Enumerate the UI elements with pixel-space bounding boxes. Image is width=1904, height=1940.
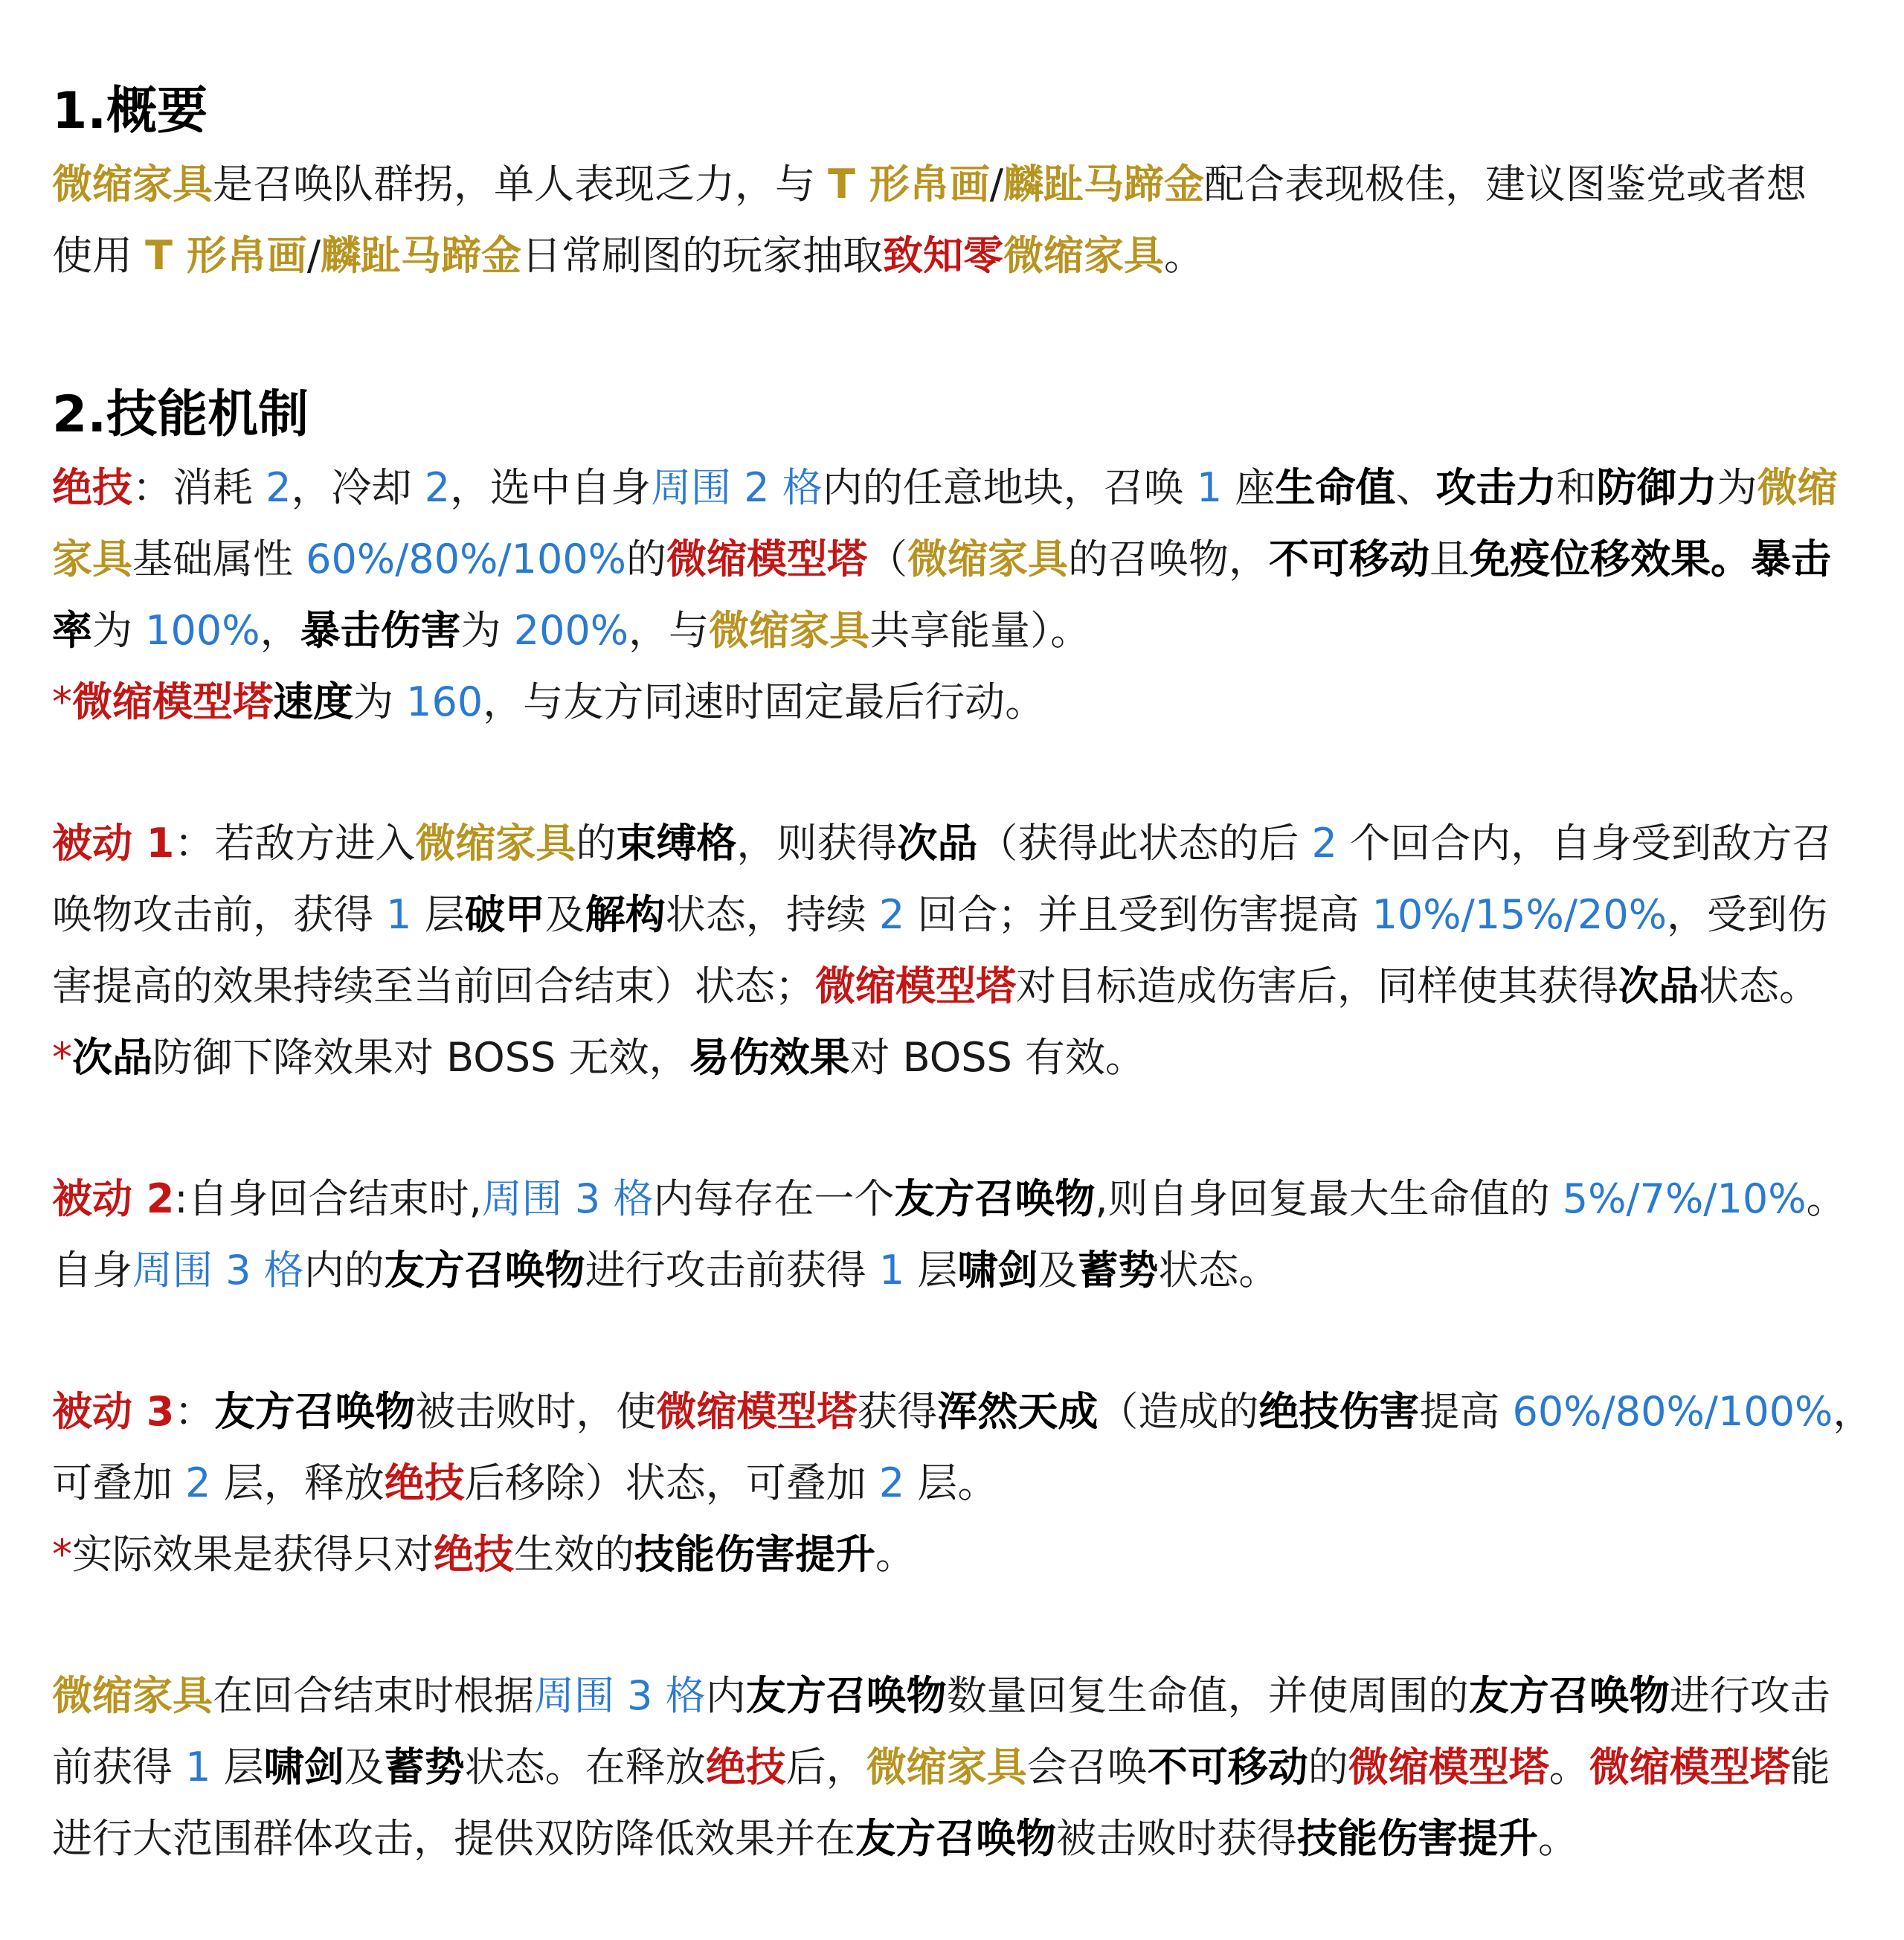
body-text: 使用: [52, 232, 146, 279]
body-text: 层，释放: [210, 1459, 385, 1506]
highlight-text: 解构: [585, 891, 666, 938]
body-text: 提高: [1419, 1388, 1513, 1435]
highlight-text: 绝技: [52, 464, 132, 511]
highlight-text: 微缩模型塔: [656, 1388, 858, 1435]
body-text: 是召唤队群拐，单人表现乏力，与: [213, 161, 829, 208]
body-text: （获得此状态的后: [977, 820, 1312, 867]
highlight-text: 2: [266, 464, 292, 511]
body-text: 后移除）状态，可叠加: [464, 1459, 879, 1506]
body-text: 害提高的效果持续至当前回合结束）状态；: [52, 963, 815, 1009]
body-text: 状态。在释放: [464, 1744, 706, 1790]
highlight-text: 周围 3 格: [534, 1672, 706, 1719]
highlight-text: 2: [878, 891, 905, 938]
highlight-text: T 形帛画: [828, 161, 990, 208]
body-text: 在回合结束时根据: [213, 1672, 534, 1719]
highlight-text: 友方召唤物: [745, 1672, 947, 1719]
body-text: ：: [174, 1388, 215, 1435]
highlight-text: 麟趾马蹄金: [321, 232, 522, 279]
highlight-text: *: [52, 1034, 72, 1081]
body-text: 回合；并且受到伤害提高: [904, 891, 1372, 938]
body-text: 内每存在一个: [653, 1175, 895, 1222]
body-text: 生效的: [514, 1531, 634, 1578]
body-text: ，: [1833, 1388, 1874, 1435]
paragraph-line: [52, 1519, 1867, 1590]
highlight-text: 微缩模型塔: [666, 536, 867, 582]
body-text: ，: [260, 607, 300, 654]
body-text: 配合表现极佳，建议图鉴党或者想: [1204, 161, 1807, 208]
highlight-text: 10%/15%/20%: [1371, 891, 1667, 938]
body-text: 层: [411, 891, 465, 938]
highlight-text: 绝技: [434, 1531, 514, 1578]
body-text: 状态。: [1158, 1247, 1279, 1294]
section-summary: [52, 1660, 1867, 1875]
highlight-text: 1: [878, 1247, 905, 1294]
body-text: 进行攻击: [1669, 1672, 1830, 1719]
body-text: 层: [904, 1247, 958, 1294]
highlight-text: 绝技: [705, 1744, 786, 1790]
paragraph-line: [52, 1732, 1867, 1803]
paragraph-line: [52, 808, 1867, 879]
highlight-text: 2: [878, 1459, 905, 1506]
highlight-text: 友方召唤物: [384, 1247, 585, 1294]
highlight-text: 微缩模型塔: [72, 678, 273, 725]
highlight-text: 技能伤害提升: [1297, 1815, 1538, 1862]
body-text: ，选中自身: [450, 464, 652, 511]
body-text: ,则自身回复最大生命值的: [1095, 1175, 1563, 1222]
highlight-text: 2: [424, 464, 451, 511]
paragraph-line: [52, 667, 1867, 738]
body-text: /: [989, 161, 1004, 208]
highlight-text: 生命值: [1275, 464, 1396, 511]
body-text: 进行大范围群体攻击，提供双防降低效果并在: [52, 1815, 855, 1862]
body-text: 层。: [904, 1459, 998, 1506]
highlight-text: 绝技伤害: [1258, 1388, 1420, 1435]
body-text: 及: [1038, 1247, 1078, 1294]
highlight-text: 友方召唤物: [214, 1388, 416, 1435]
body-text: 内的任意地块，召唤: [822, 464, 1197, 511]
body-text: ，与: [628, 607, 710, 654]
highlight-text: 麟趾马蹄金: [1003, 161, 1205, 208]
body-text: 实际效果是获得只对: [72, 1531, 434, 1578]
highlight-text: 微缩家具: [52, 1672, 213, 1719]
highlight-text: 束缚格: [616, 820, 737, 867]
body-text: 为: [460, 607, 514, 654]
highlight-text: 1: [1196, 464, 1223, 511]
highlight-text: 被动 1: [52, 820, 175, 867]
highlight-text: 啸剑: [263, 1744, 344, 1790]
body-text: 。: [1164, 232, 1205, 279]
highlight-text: 浑然天成: [937, 1388, 1099, 1435]
highlight-text: 微缩: [1757, 464, 1838, 511]
body-text: 。: [875, 1531, 916, 1578]
highlight-text: 60%/80%/100%: [1512, 1388, 1833, 1435]
highlight-text: *: [52, 1531, 72, 1578]
highlight-text: 1: [386, 891, 412, 938]
highlight-text: 微缩家具: [1003, 232, 1165, 279]
body-text: /: [306, 232, 321, 279]
highlight-text: 微缩家具: [907, 536, 1068, 582]
highlight-text: 友方召唤物: [1468, 1672, 1670, 1719]
highlight-text: T 形帛画: [145, 232, 307, 279]
highlight-text: 60%/80%/100%: [306, 536, 626, 582]
body-text: 基础属性: [132, 536, 306, 582]
paragraph-line: [52, 1376, 1874, 1448]
body-text: 内的: [303, 1247, 385, 1294]
highlight-text: 次品: [1618, 963, 1699, 1009]
highlight-text: 次品: [72, 1034, 152, 1081]
paragraph-line: [52, 1448, 1867, 1519]
paragraph-line: [52, 1235, 1867, 1306]
body-text: 对目标造成伤害后，同样使其获得: [1016, 963, 1618, 1009]
body-text: 数量回复生命值，并使周围的: [946, 1672, 1469, 1719]
paragraph-line: [52, 951, 1867, 1022]
body-text: 的: [1308, 1744, 1348, 1790]
highlight-text: 微缩模型塔: [815, 963, 1016, 1009]
heading-skill-mechanics: 2.技能机制: [52, 385, 309, 444]
highlight-text: 不可移动: [1269, 536, 1429, 582]
highlight-text: 绝技: [384, 1459, 465, 1506]
body-text: 会召唤: [1026, 1744, 1148, 1790]
paragraph-line: [52, 524, 1867, 595]
body-text: ，则获得: [736, 820, 898, 867]
body-text: 、: [1395, 464, 1436, 511]
highlight-text: 破甲: [464, 891, 545, 938]
body-text: ：消耗: [132, 464, 266, 511]
body-text: 状态，持续: [665, 891, 879, 938]
highlight-text: 微缩家具: [52, 161, 213, 208]
body-text: 。: [1548, 1744, 1589, 1790]
highlight-text: 啸剑: [957, 1247, 1038, 1294]
paragraph-line: [52, 220, 1867, 292]
highlight-text: 100%: [145, 607, 260, 654]
highlight-text: 蓄势: [1078, 1247, 1159, 1294]
highlight-text: 微缩家具: [709, 607, 870, 654]
highlight-text: 免疫位移效果。暴击: [1470, 536, 1831, 582]
body-text: 唤物攻击前，获得: [52, 891, 387, 938]
body-text: 个回合内，自身受到敌方召: [1337, 820, 1833, 867]
body-text: 的召唤物，: [1068, 536, 1269, 582]
highlight-text: 友方召唤物: [894, 1175, 1096, 1222]
highlight-text: 微缩家具: [415, 820, 576, 867]
highlight-text: 不可移动: [1147, 1744, 1308, 1790]
body-text: 对 BOSS 有效。: [849, 1034, 1145, 1081]
body-text: 的: [576, 820, 617, 867]
highlight-text: 攻击力: [1435, 464, 1557, 511]
highlight-text: 被动 3: [52, 1388, 175, 1435]
body-text: 及: [344, 1744, 385, 1790]
body-text: 。: [1806, 1175, 1847, 1222]
body-text: 被击败时获得: [1056, 1815, 1297, 1862]
paragraph-line: [52, 879, 1867, 951]
body-text: 可叠加: [52, 1459, 186, 1506]
body-text: 后，: [785, 1744, 866, 1790]
body-text: 为: [1717, 464, 1757, 511]
body-text: 为: [92, 607, 146, 654]
paragraph-line: [52, 595, 1867, 667]
body-text: :自身回合结束时,: [174, 1175, 482, 1222]
highlight-text: 5%/7%/10%: [1562, 1175, 1807, 1222]
section-passive-1: [52, 808, 1867, 1093]
body-text: 前获得: [52, 1744, 186, 1790]
section-overview: [52, 74, 1867, 292]
highlight-text: 防御力: [1596, 464, 1717, 511]
highlight-text: 速度: [273, 678, 353, 725]
body-text: 被击败时，使: [415, 1388, 657, 1435]
highlight-text: 蓄势: [384, 1744, 465, 1790]
section-skill-mechanics: [52, 378, 1867, 738]
paragraph-line: [52, 1022, 1867, 1093]
highlight-text: 被动 2: [52, 1175, 175, 1222]
body-text: ：若敌方进入: [174, 820, 416, 867]
highlight-text: 200%: [513, 607, 629, 654]
highlight-text: 家具: [52, 536, 132, 582]
highlight-text: 周围 3 格: [481, 1175, 654, 1222]
paragraph-line: [52, 149, 1867, 220]
highlight-text: 160: [406, 678, 483, 725]
body-text: 共享能量）。: [869, 607, 1091, 654]
body-text: 的: [626, 536, 666, 582]
body-text: ，受到伤: [1667, 891, 1828, 938]
section-passive-2: [52, 1163, 1867, 1306]
highlight-text: 致知零: [883, 232, 1004, 279]
body-text: 进行攻击前获得: [585, 1247, 879, 1294]
paragraph-line: [52, 1163, 1867, 1235]
paragraph-line: [52, 1803, 1867, 1875]
body-text: 获得: [857, 1388, 938, 1435]
highlight-text: 周围 3 格: [132, 1247, 304, 1294]
highlight-text: *: [52, 678, 72, 725]
highlight-text: 2: [185, 1459, 211, 1506]
highlight-text: 次品: [897, 820, 978, 867]
highlight-text: 2: [1311, 820, 1337, 867]
body-text: 。: [1538, 1815, 1578, 1862]
section-passive-3: [52, 1376, 1874, 1590]
body-text: 防御下降效果对 BOSS 无效，: [152, 1034, 689, 1081]
highlight-text: 微缩家具: [866, 1744, 1027, 1790]
body-text: 能: [1789, 1744, 1830, 1790]
body-text: ，与友方同速时固定最后行动。: [483, 678, 1046, 725]
body-text: 且: [1429, 536, 1470, 582]
highlight-text: 1: [185, 1744, 211, 1790]
body-text: ，冷却: [291, 464, 425, 511]
document: [52, 74, 1874, 1875]
body-text: （: [867, 536, 907, 582]
body-text: 日常刷图的玩家抽取: [521, 232, 884, 279]
highlight-text: 微缩模型塔: [1348, 1744, 1549, 1790]
heading-overview: 1.概要: [52, 82, 208, 141]
highlight-text: 易伤效果: [689, 1034, 850, 1081]
body-text: 为: [353, 678, 407, 725]
body-text: 状态。: [1699, 963, 1819, 1009]
body-text: 层: [210, 1744, 264, 1790]
body-text: （造成的: [1098, 1388, 1259, 1435]
highlight-text: 友方召唤物: [855, 1815, 1056, 1862]
highlight-text: 周围 2 格: [651, 464, 823, 511]
highlight-text: 微缩模型塔: [1589, 1744, 1790, 1790]
paragraph-line: [52, 452, 1867, 524]
highlight-text: 技能伤害提升: [634, 1531, 875, 1578]
body-text: 座: [1222, 464, 1276, 511]
paragraph-line: [52, 1660, 1867, 1732]
body-text: 和: [1556, 464, 1597, 511]
highlight-text: 暴击伤害: [300, 607, 461, 654]
body-text: 内: [705, 1672, 746, 1719]
highlight-text: 率: [52, 607, 92, 654]
body-text: 及: [544, 891, 585, 938]
body-text: 自身: [52, 1247, 132, 1294]
